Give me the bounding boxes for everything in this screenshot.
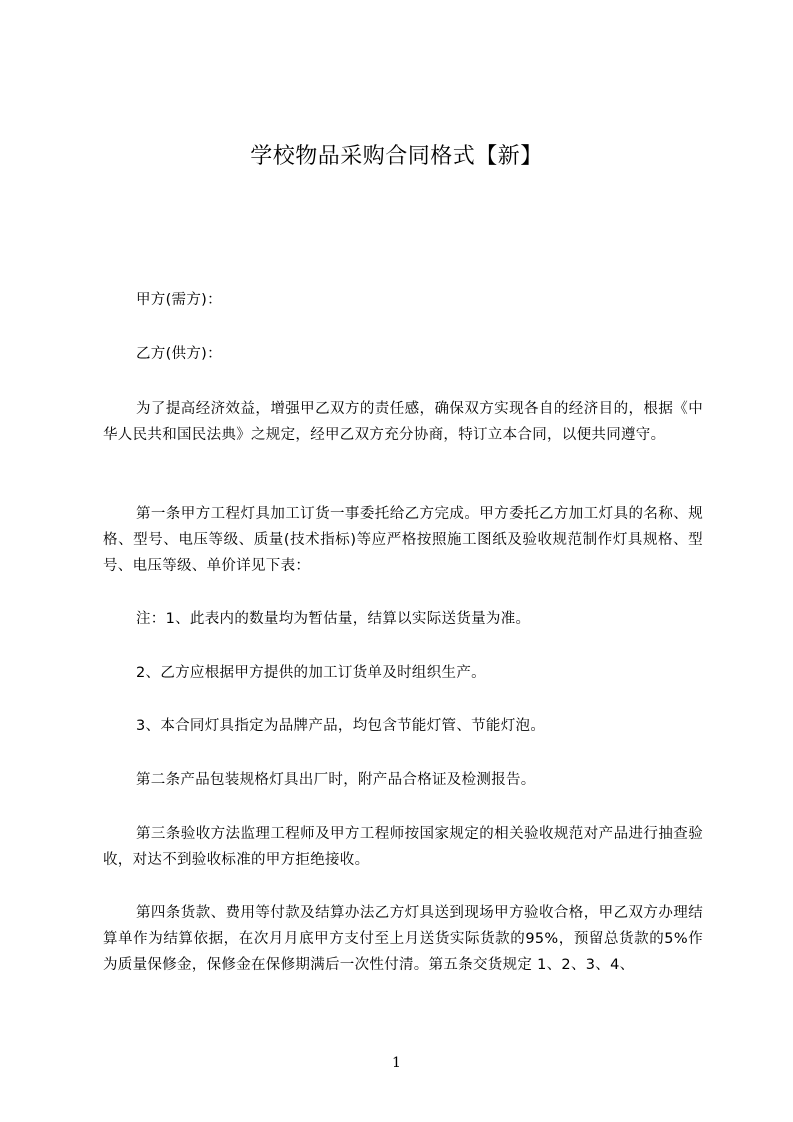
page-number: 1 [392,1055,401,1071]
article-2-paragraph: 第二条产品包装规格灯具出厂时，附产品合格证及检测报告。 [136,772,536,788]
party-a-line: 甲方(需方)： [136,292,222,308]
article-4-paragraph: 第四条货款、费用等付款及结算办法乙方灯具送到现场甲方验收合格，甲乙双方办理结算单作为结算依据，在次月月底甲方支付至上月送货实际货款的95%，预留总货款的5%作为质量保修金，保修金在保修期满后一次性付清。第五条交货规定 1、2、3、4、 [103,905,703,973]
note-2-paragraph: 2、乙方应根据甲方提供的加工订货单及时组织生产。 [136,665,486,681]
document-title: 学校物品采购合同格式【新】 [250,144,543,169]
preamble-paragraph: 为了提高经济效益，增强甲乙双方的责任感，确保双方实现各自的经济目的，根据《中华人民共和国民法典》之规定，经甲乙双方充分协商，特订立本合同，以便共同遵守。 [103,401,703,443]
article-1-paragraph: 第一条甲方工程灯具加工订货一事委托给乙方完成。甲方委托乙方加工灯具的名称、规格、型号、电压等级、质量(技术指标)等应严格按照施工图纸及验收规范制作灯具规格、型号、电压等级、单价详见下表： [103,506,703,574]
note-3-paragraph: 3、本合同灯具指定为品牌产品，均包含节能灯管、节能灯泡。 [136,718,546,734]
party-b-line: 乙方(供方)： [136,346,222,362]
article-3-paragraph: 第三条验收方法监理工程师及甲方工程师按国家规定的相关验收规范对产品进行抽查验收，对达不到验收标准的甲方拒绝接收。 [103,826,703,868]
note-1-paragraph: 注：1、此表内的数量均为暂估量，结算以实际送货量为准。 [136,611,531,627]
